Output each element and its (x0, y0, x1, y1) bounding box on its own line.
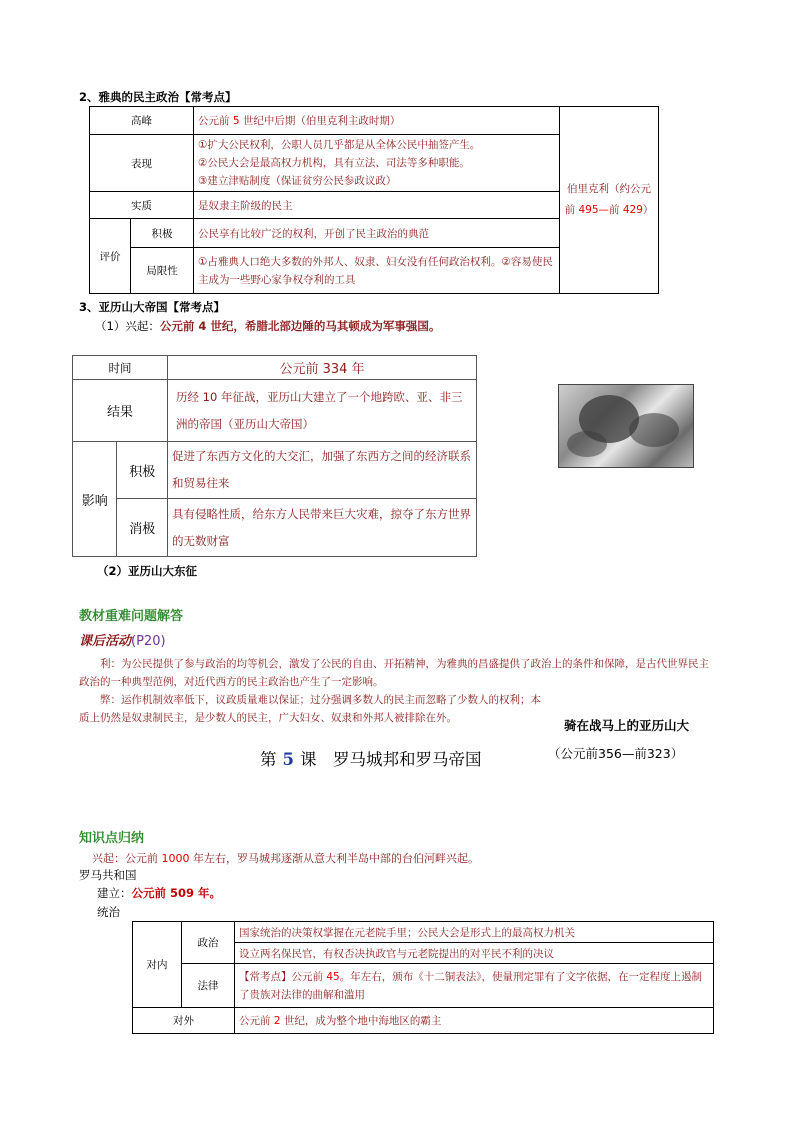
peak-label: 高峰 (90, 107, 194, 135)
text-segment: 公元前 (239, 1015, 274, 1027)
influence-negative-label: 消极 (117, 499, 168, 557)
time-label: 时间 (73, 356, 168, 380)
performance-item: ②公民大会是最高权力机构，具有立法、司法等多种职能。 (198, 157, 470, 169)
lesson-title-rest: 课 罗马城邦和罗马帝国 (299, 750, 482, 769)
alexander-table (72, 355, 477, 557)
text-segment: 。年左右，颁布《十二铜表法》，使量刑定罪有了文字依据，在一定程度上遏制了贵族对法律的曲解和滥用 (239, 970, 702, 1001)
influence-negative-text: 具有侵略性质，给东方人民带来巨大灾难，掠夺了东方世界的无数财富 (168, 499, 477, 557)
athens-table (89, 106, 659, 294)
highlighted-text: 5 (232, 115, 240, 127)
text-segment: 世纪中后期（伯里克利主政时期） (239, 115, 401, 127)
con-text: 弊：运作机制效率低下，议政质量难以保证；过分强调多数人的民主而忽略了少数人的权利；本质上仍然是奴隶制民主，是少数人的民主，广大妇女、奴隶和外邦人被排除在外。 (79, 694, 541, 724)
republic-label: 罗马共和国 (79, 868, 137, 882)
highlighted-text: 429 (622, 204, 643, 216)
qa-heading: 教材重难问题解答 (79, 609, 184, 624)
influence-positive-text: 促进了东西方文化的大交汇，加强了东西方之间的经济联系和贸易往来 (168, 442, 477, 499)
text-segment: 年左右，罗马城邦逐渐从意大利半岛中部的台伯河畔兴起。 (189, 852, 479, 865)
knowledge-heading: 知识点归纳 (79, 831, 145, 846)
pericles-note (560, 107, 659, 294)
politics-label: 政治 (182, 922, 235, 964)
highlighted-text: 495— (578, 204, 609, 216)
alexander-heading: 3、亚历山大帝国【常考点】 (79, 300, 226, 314)
text-segment: 【常考点】公元前 (239, 970, 327, 983)
rise-label: （1）兴起： (95, 319, 160, 333)
rome-rise-text (92, 850, 479, 866)
lesson-title-prefix: 第 (260, 750, 277, 769)
influence-positive-label: 积极 (117, 442, 168, 499)
lesson-title (260, 746, 481, 770)
essence-content: 是奴隶主阶级的民主 (194, 192, 560, 219)
limitation-label: 局限性 (130, 248, 193, 294)
limitation-content: ①占雅典人口绝大多数的外邦人、奴隶、妇女没有任何政治权利。②容易使民主成为一些野心家争权夺利的工具 (194, 248, 560, 294)
result-label: 结果 (73, 380, 168, 442)
rome-table (132, 921, 714, 1034)
alexander-horse-image (558, 384, 694, 468)
text-segment: 前 (609, 204, 623, 216)
evaluation-label: 评价 (90, 219, 131, 294)
image-caption-name: 骑在战马上的亚历山大 (564, 718, 690, 733)
activity-page: (P20) (131, 634, 166, 649)
founded-label: 建立： (97, 886, 132, 900)
highlighted-text: 45 (326, 970, 340, 983)
positive-content: 公民享有比较广泛的权利，开创了民主政治的典范 (194, 219, 560, 248)
influence-label: 影响 (73, 442, 117, 557)
activity-label: 课后活动 (79, 634, 132, 649)
performance-label: 表现 (90, 135, 194, 192)
law-content (235, 964, 714, 1008)
result-text: 历经 10 年征战，亚历山大建立了一个地跨欧、亚、非三洲的帝国（亚历山大帝国） (168, 380, 477, 442)
pro-text: 利：为公民提供了参与政治的均等机会，激发了公民的自由、开拓精神，为雅典的昌盛提供了政治上的条件和保障，是古代世界民主政治的一种典型范例，对近代西方的民主政治也产生了一定影响。 (79, 658, 709, 688)
founded-text: 公元前 509 年。 (131, 886, 222, 900)
politics-line2: 设立两名保民官，有权否决执政官与元老院提出的对平民不利的决议 (235, 943, 714, 964)
campaign-label: （2）亚历山大东征 (97, 564, 198, 578)
politics-line1: 国家统治的决策权掌握在元老院手里；公民大会是形式上的最高权力机关 (235, 922, 714, 943)
rise-text: 公元前 4 世纪，希腊北部边陲的马其顿成为军事强国。 (159, 319, 441, 333)
essence-label: 实质 (90, 192, 194, 219)
positive-label: 积极 (130, 219, 193, 248)
law-label: 法律 (182, 964, 235, 1008)
text-segment: 世纪，成为整个地中海地区的霸主 (280, 1015, 442, 1027)
image-caption-years: （公元前356—前323） (548, 746, 684, 761)
highlighted-text: 1000 (161, 852, 190, 865)
text-segment: ） (642, 204, 654, 216)
lesson-number: 5 (282, 750, 294, 769)
performance-item: ①扩大公民权利，公职人员几乎都是从全体公民中抽签产生。 (198, 139, 481, 151)
performance-item: ③建立津贴制度（保证贫穷公民参政议政） (198, 175, 397, 187)
external-content (235, 1008, 714, 1034)
athens-heading: 2、雅典的民主政治【常考点】 (79, 90, 237, 104)
external-label: 对外 (133, 1008, 235, 1034)
text-segment: 伯里克利（约公元前 (564, 183, 651, 216)
rule-label: 统治 (97, 905, 120, 919)
text-segment: 公元前 (198, 115, 233, 127)
time-value: 公元前 334 年 (168, 356, 477, 380)
highlighted-text: 2 (273, 1015, 281, 1027)
text-segment: 兴起：公元前 (92, 852, 162, 865)
peak-content (194, 107, 560, 135)
internal-label: 对内 (133, 922, 182, 1008)
